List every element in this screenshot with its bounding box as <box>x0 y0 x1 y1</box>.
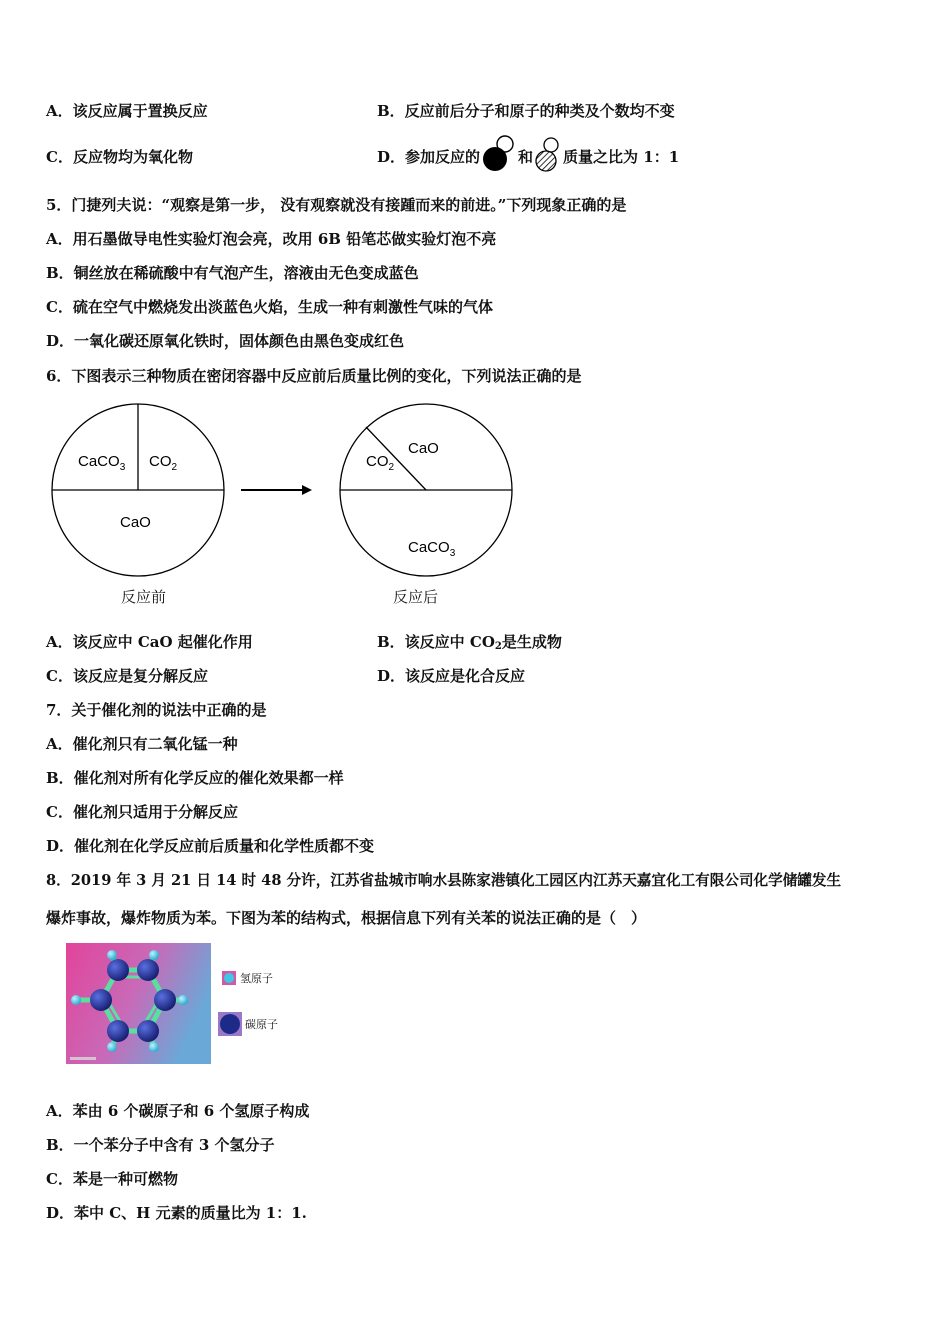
q5-option-b: B．铜丝放在稀硫酸中有气泡产生，溶液由无色变成蓝色 <box>46 264 419 282</box>
caption-before: 反应前 <box>121 589 167 606</box>
q4-option-a: A．该反应属于置换反应 <box>46 102 208 120</box>
legend-hydrogen <box>222 970 273 986</box>
benzene-model-image <box>66 943 211 1064</box>
q5-option-c: C．硫在空气中燃烧发出淡蓝色火焰，生成一种有刺激性气味的气体 <box>46 298 493 316</box>
q6-stem: 6．下图表示三种物质在密闭容器中反应前后质量比例的变化，下列说法正确的是 <box>46 367 582 385</box>
q7-option-b: B．催化剂对所有化学反应的催化效果都一样 <box>46 769 344 787</box>
q8-option-a: A．苯由 6 个碳原子和 6 个氢原子构成 <box>46 1102 310 1120</box>
after-caco3-label: CaCO$_3$ <box>408 539 456 559</box>
after-cao-label: CaO <box>408 440 439 457</box>
before-caco3-label: CaCO$_3$ <box>78 453 126 473</box>
q8-option-b: B．一个苯分子中含有 3 个氢分子 <box>46 1136 275 1154</box>
legend-carbon <box>218 1012 278 1036</box>
q6-option-d: D．该反应是化合反应 <box>377 667 526 685</box>
molecule-black-icon <box>482 135 516 175</box>
q6-option-b: B．该反应中 $CO_2$是生成物 <box>377 633 562 652</box>
q8-option-d: D．苯中 C、H 元素的质量比为 1：1. <box>46 1204 307 1222</box>
q6-option-c: C．该反应是复分解反应 <box>46 667 208 685</box>
q4-option-d-prefix: D．参加反应的 <box>377 148 481 166</box>
caption-after: 反应后 <box>393 589 439 606</box>
q8-stem-line1: 8．2019 年 3 月 21 日 14 时 48 分许，江苏省盐城市响水县陈家港镇化工园区内江苏天嘉宜化工有限公司化学储罐发生 <box>46 872 842 889</box>
q7-stem: 7．关于催化剂的说法中正确的是 <box>46 701 267 719</box>
before-co2-label: $CO_2$ <box>149 453 178 473</box>
molecule-hatched-icon <box>535 137 561 173</box>
q4-option-d-suffix: 质量之比为 1：1 <box>563 148 680 166</box>
hydrogen-swatch-icon <box>222 971 236 985</box>
q7-option-a: A．催化剂只有二氧化锰一种 <box>46 735 238 753</box>
q7-option-c: C．催化剂只适用于分解反应 <box>46 803 238 821</box>
legend-carbon-label: 碳原子 <box>245 1019 278 1031</box>
pie-before <box>52 404 224 576</box>
pie-after <box>340 404 512 576</box>
q4-option-d <box>377 147 679 167</box>
q8-option-c: C．苯是一种可燃物 <box>46 1170 178 1188</box>
q5-option-a: A．用石墨做导电性实验灯泡会亮，改用 6B 铅笔芯做实验灯泡不亮 <box>46 230 497 248</box>
legend-hydrogen-label: 氢原子 <box>240 973 273 985</box>
q5-option-d: D．一氧化碳还原氧化铁时，固体颜色由黑色变成红色 <box>46 332 405 350</box>
before-cao-label: CaO <box>120 514 151 531</box>
q4-option-c: C．反应物均为氧化物 <box>46 148 193 166</box>
q4-option-d-and: 和 <box>518 148 534 166</box>
q8-stem-line2: 爆炸事故，爆炸物质为苯。下图为苯的结构式，根据信息下列有关苯的说法正确的是（ ） <box>46 909 647 927</box>
reaction-arrow-icon <box>241 485 312 495</box>
q5-stem: 5．门捷列夫说：“观察是第一步， 没有观察就没有接踵而来的前进。”下列现象正确的是 <box>46 196 627 214</box>
carbon-swatch-icon <box>218 1012 242 1036</box>
after-co2-label: $CO_2$ <box>366 453 395 473</box>
q6-option-a: A．该反应中 CaO 起催化作用 <box>46 633 253 651</box>
q7-option-d: D．催化剂在化学反应前后质量和化学性质都不变 <box>46 837 375 855</box>
reaction-pie-diagram <box>40 396 530 586</box>
q4-option-b: B．反应前后分子和原子的种类及个数均不变 <box>377 102 675 120</box>
